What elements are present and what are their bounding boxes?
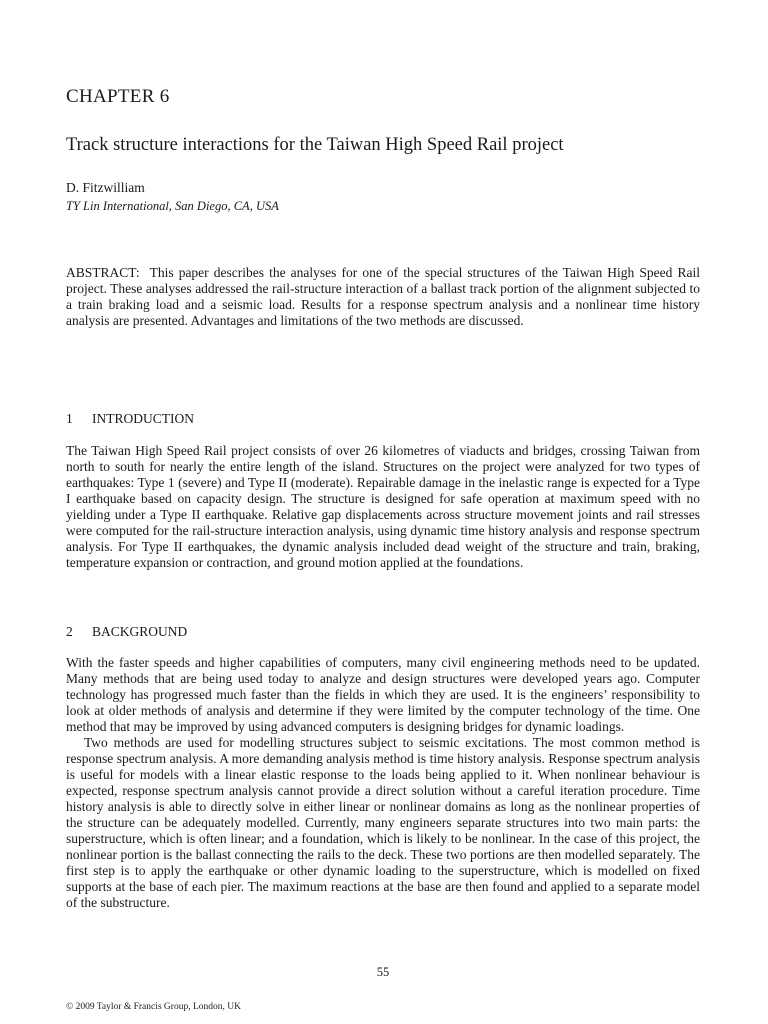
paragraph: Two methods are used for modelling structures subject to seismic excitations. The most common method is response spectrum analysis. A more demanding analysis method is time history analysis. Response spectrum analysis is useful for models with a linear elastic response to the loads being applied to it. When nonlinear behaviour is expected, response spectrum analysis cannot provide a direct solution without a careful iteration procedure. Time history analysis is able to directly solve in either linear or nonlinear domains as long as the nonlinear properties of the structure can be adequately modelled. Currently, many engineers separate structures into two main parts: the superstructure, which is often linear; and a foundation, which is likely to be nonlinear. In the case of this project, the nonlinear portion is the ballast connecting the rails to the deck. These two portions are then modelled separately. The first step is to apply the earthquake or other dynamic loading to the superstructure, which is modelled on fixed supports at the base of each pier. The maximum reactions at the base are then found and applied to a separate model of the substructure. xyxy=(66,735,700,910)
section-heading-introduction xyxy=(66,411,194,427)
author-affiliation: TY Lin International, San Diego, CA, USA xyxy=(66,199,279,213)
copyright-notice: © 2009 Taylor & Francis Group, London, UK xyxy=(66,1002,241,1012)
abstract xyxy=(66,265,700,329)
section-number: 2 xyxy=(66,624,73,639)
section-number: 1 xyxy=(66,411,73,426)
section-body-background xyxy=(66,655,700,911)
author-name: D. Fitzwilliam xyxy=(66,180,145,195)
section-title: INTRODUCTION xyxy=(92,411,194,426)
section-heading-background xyxy=(66,624,187,640)
paragraph: The Taiwan High Speed Rail project consists of over 26 kilometres of viaducts and bridges, crossing Taiwan from north to south for nearly the entire length of the island. Structures on the project were analyzed for two types of earthquakes: Type 1 (severe) and Type II (moderate). Repairable damage in the inelastic range is expected for a Type I earthquake based on capacity design. The structure is designed for safe operation at maximum speed with no yielding under a Type II earthquake. Relative gap displacements across structure movement joints and rail stresses were computed for the rail-structure interaction analysis, using dynamic time history analysis and response spectrum analysis. For Type II earthquakes, the dynamic analysis included dead weight of the structure and train, braking, temperature expansion or contraction, and ground motion applied at the foundations. xyxy=(66,443,700,570)
abstract-label: ABSTRACT: xyxy=(66,265,140,280)
document-page xyxy=(66,0,700,1024)
abstract-text: This paper describes the analyses for one of the special structures of the Taiwan High Speed Rail project. These analyses addressed the rail-structure interaction of a ballast track portion of the alignment subjected to a train braking load and a seismic load. Results for a response spectrum analysis and a nonlinear time history analysis are presented. Advantages and limitations of the two methods are discussed. xyxy=(66,265,700,329)
chapter-title: Track structure interactions for the Taiwan High Speed Rail project xyxy=(66,135,564,155)
section-body-introduction xyxy=(66,443,700,571)
page-number: 55 xyxy=(376,965,390,979)
chapter-label: CHAPTER 6 xyxy=(66,86,170,107)
paragraph: With the faster speeds and higher capabilities of computers, many civil engineering methods need to be updated. Many methods that are being used today to analyze and design structures were developed years ago. Computer technology has progressed much faster than the fields in which they are used. It is the engineers’ responsibility to look at older methods of analysis and determine if they were limited by the computer technology of the time. One method that may be improved by using advanced computers is designing bridges for dynamic loadings. xyxy=(66,655,700,734)
section-title: BACKGROUND xyxy=(92,624,188,639)
